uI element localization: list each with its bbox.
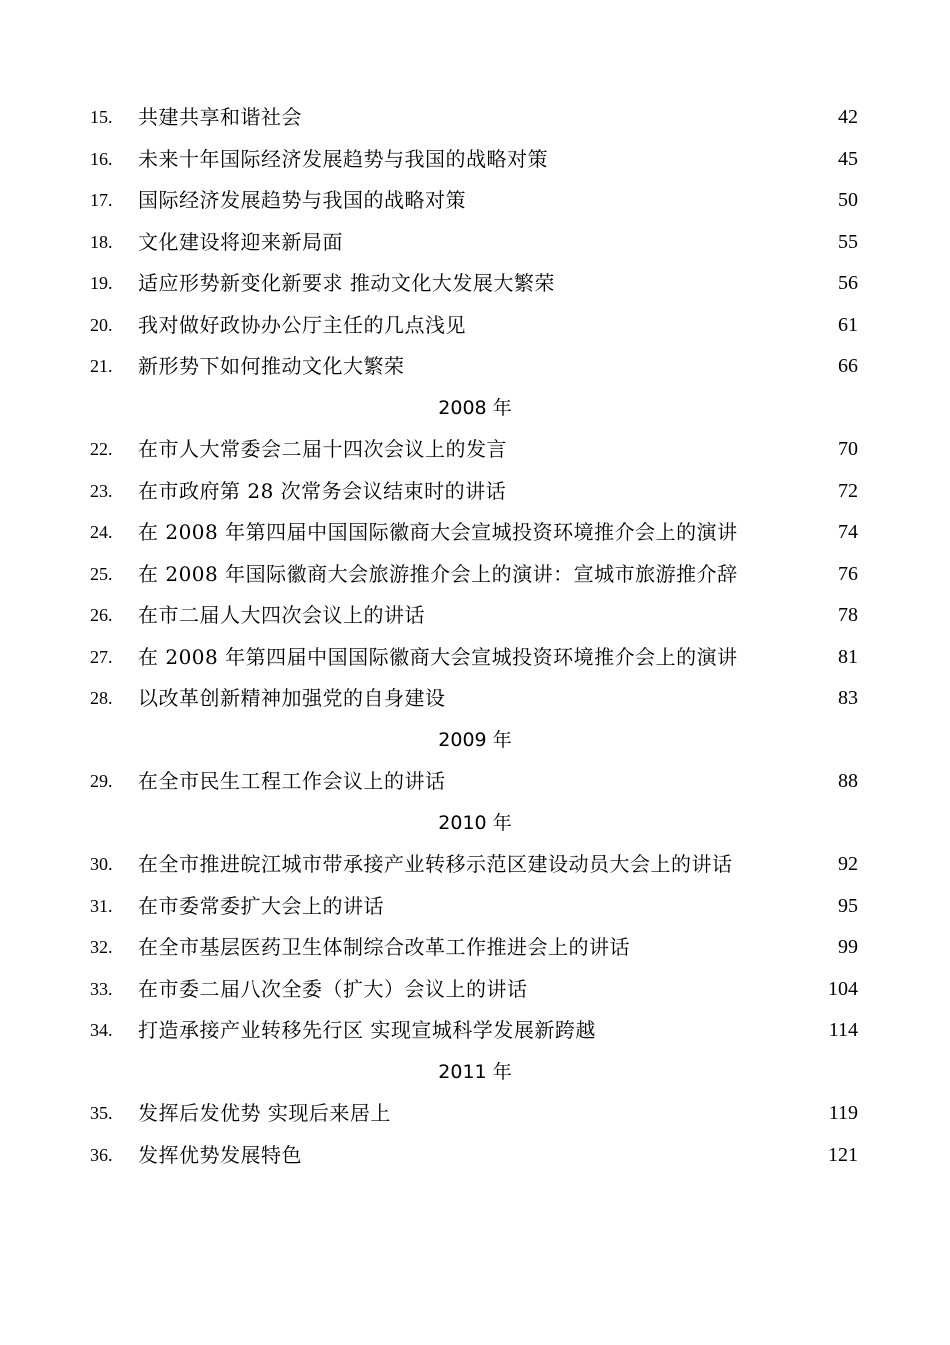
entry-number: 15. — [90, 107, 113, 127]
toc-entry[interactable] — [0, 637, 950, 679]
toc-entry[interactable] — [0, 429, 950, 471]
entry-number: 20. — [90, 314, 113, 335]
toc-entry[interactable] — [0, 844, 950, 886]
entry-title: 国际经济发展趋势与我国的战略对策 — [138, 188, 466, 212]
entry-title: 发挥后发优势 实现后来居上 — [138, 1101, 391, 1125]
entry-title: 在市二届人大四次会议上的讲话 — [138, 603, 425, 627]
toc-entry[interactable] — [0, 678, 950, 720]
entry-title: 在全市民生工程工作会议上的讲话 — [138, 769, 446, 793]
entry-number: 27. — [90, 646, 113, 667]
entry-page-number: 74 — [838, 521, 858, 543]
entry-title: 在市委常委扩大会上的讲话 — [138, 893, 384, 918]
toc-entry[interactable] — [0, 1093, 950, 1135]
entry-number: 34. — [90, 1020, 113, 1040]
toc-entry[interactable] — [0, 346, 950, 388]
entry-title: 我对做好政协办公厅主任的几点浅见 — [138, 312, 466, 337]
entry-page-number: 88 — [838, 770, 858, 792]
entry-title: 未来十年国际经济发展趋势与我国的战略对策 — [138, 146, 548, 171]
toc-entry[interactable] — [0, 886, 950, 928]
entry-title: 在市人大常委会二届十四次会议上的发言 — [138, 437, 507, 461]
entry-page-number: 72 — [838, 479, 858, 502]
toc-entry[interactable] — [0, 1010, 950, 1052]
entry-number: 21. — [90, 356, 113, 376]
entry-page-number: 55 — [838, 230, 858, 253]
table-of-contents — [0, 97, 950, 1176]
entry-title: 适应形势新变化新要求 推动文化大发展大繁荣 — [138, 271, 555, 295]
entry-page-number: 56 — [838, 272, 858, 294]
entry-number: 22. — [90, 439, 113, 459]
entry-page-number: 95 — [838, 894, 858, 917]
entry-number: 28. — [90, 688, 113, 708]
entry-title: 打造承接产业转移先行区 实现宣城科学发展新跨越 — [138, 1018, 596, 1042]
entry-page-number: 114 — [828, 1019, 858, 1041]
entry-number: 19. — [90, 273, 113, 293]
entry-page-number: 92 — [838, 853, 858, 875]
toc-entry[interactable] — [0, 263, 950, 305]
entry-number: 31. — [90, 895, 113, 916]
toc-entry[interactable] — [0, 97, 950, 139]
entry-title: 新形势下如何推动文化大繁荣 — [138, 354, 405, 378]
entry-page-number: 42 — [838, 106, 858, 128]
entry-page-number: 50 — [838, 189, 858, 211]
entry-title: 在 2008 年第四届中国国际徽商大会宣城投资环境推介会上的演讲 — [138, 520, 738, 544]
entry-number: 24. — [90, 522, 113, 542]
toc-entry[interactable] — [0, 222, 950, 264]
entry-number: 32. — [90, 937, 113, 957]
year-heading: 2009 年 — [438, 728, 512, 751]
entry-title: 在市委二届八次全委（扩大）会议上的讲话 — [138, 976, 528, 1001]
year-heading: 2008 年 — [438, 396, 512, 419]
toc-entry[interactable] — [0, 927, 950, 969]
toc-entry[interactable] — [0, 512, 950, 554]
year-heading: 2011 年 — [438, 1060, 512, 1083]
entry-title: 在 2008 年第四届中国国际徽商大会宣城投资环境推介会上的演讲 — [138, 644, 738, 669]
entry-number: 25. — [90, 563, 113, 584]
toc-entry[interactable] — [0, 595, 950, 637]
toc-entry[interactable] — [0, 471, 950, 513]
entry-number: 33. — [90, 978, 113, 999]
entry-title: 在 2008 年国际徽商大会旅游推介会上的演讲：宣城市旅游推介辞 — [138, 561, 738, 586]
entry-title: 以改革创新精神加强党的自身建设 — [138, 686, 446, 710]
entry-number: 30. — [90, 854, 113, 874]
entry-page-number: 81 — [838, 645, 858, 668]
entry-number: 23. — [90, 480, 113, 501]
toc-entry[interactable] — [0, 305, 950, 347]
toc-entry[interactable] — [0, 139, 950, 181]
entry-page-number: 83 — [838, 687, 858, 709]
entry-page-number: 104 — [828, 977, 858, 1000]
entry-number: 35. — [90, 1103, 113, 1123]
entry-number: 17. — [90, 190, 113, 210]
entry-number: 29. — [90, 771, 113, 791]
entry-page-number: 76 — [838, 562, 858, 585]
entry-page-number: 70 — [838, 438, 858, 460]
toc-entry[interactable] — [0, 761, 950, 803]
toc-entry[interactable] — [0, 1135, 950, 1177]
entry-page-number: 121 — [828, 1143, 858, 1166]
entry-title: 文化建设将迎来新局面 — [138, 229, 343, 254]
entry-page-number: 99 — [838, 936, 858, 958]
entry-page-number: 119 — [828, 1102, 858, 1124]
toc-entry[interactable] — [0, 180, 950, 222]
entry-page-number: 66 — [838, 355, 858, 377]
entry-page-number: 61 — [838, 313, 858, 336]
entry-number: 36. — [90, 1144, 113, 1165]
entry-number: 26. — [90, 605, 113, 625]
entry-page-number: 78 — [838, 604, 858, 626]
entry-page-number: 45 — [838, 147, 858, 170]
entry-title: 在全市基层医药卫生体制综合改革工作推进会上的讲话 — [138, 935, 630, 959]
toc-entry[interactable] — [0, 969, 950, 1011]
entry-number: 18. — [90, 231, 113, 252]
entry-title: 共建共享和谐社会 — [138, 105, 302, 129]
entry-title: 发挥优势发展特色 — [138, 1142, 302, 1167]
toc-entry[interactable] — [0, 554, 950, 596]
entry-number: 16. — [90, 148, 113, 169]
entry-title: 在全市推进皖江城市带承接产业转移示范区建设动员大会上的讲话 — [138, 852, 733, 876]
year-heading: 2010 年 — [438, 811, 512, 834]
entry-title: 在市政府第 28 次常务会议结束时的讲话 — [138, 478, 507, 503]
